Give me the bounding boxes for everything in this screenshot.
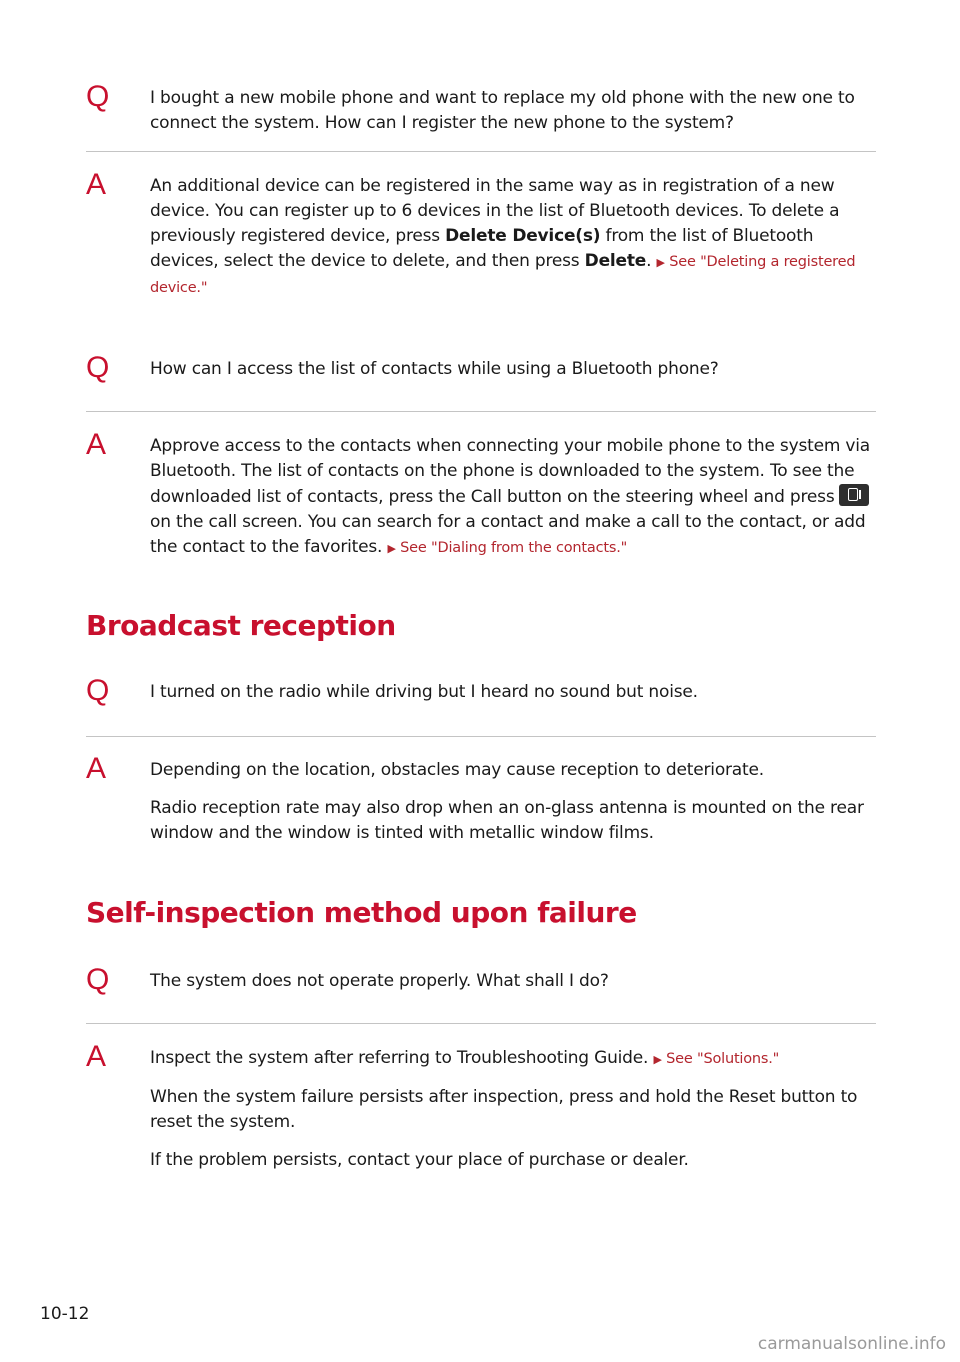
answer-text: When the system failure persists after inspection, press and hold the Reset button to reset the system.	[150, 1087, 858, 1132]
faq-answer-4	[86, 1040, 876, 1173]
answer-text: Approve access to the contacts when connecting your mobile phone to the system via Bluetooth. The list of contacts on the phone is downloaded to the system. To see the downloaded list of contacts, press the Call button on the steering wheel and press on the call screen. You can search for a contact and make a call to the contact, or add the contact to the favorites. ▶ See "Dialing from the contacts."	[150, 436, 870, 557]
cross-reference-link[interactable]: ▶ See "Dialing from the contacts."	[387, 540, 628, 556]
arrow-icon: ▶	[656, 256, 665, 269]
arrow-icon: ▶	[387, 542, 396, 555]
question-text: How can I access the list of contacts while using a Bluetooth phone?	[150, 359, 719, 379]
answer-marker: A	[86, 1040, 107, 1073]
answer-text: Depending on the location, obstacles may cause reception to deteriorate.	[150, 760, 764, 780]
answer-marker: A	[86, 752, 107, 785]
faq-question-3	[86, 674, 876, 707]
question-marker: Q	[86, 674, 110, 707]
answer-text: An additional device can be registered in the same way as in registration of a new device. You can register up to 6 devices in the list of Bluetooth devices. To delete a previously registered device, press Delete Device(s) from the list of Bluetooth devices, select the device to delete, and then press Delete. ▶ See "Deleting a registered device."	[150, 176, 856, 296]
page-number: 10-12	[40, 1304, 90, 1324]
faq-answer-2	[86, 428, 876, 561]
arrow-icon: ▶	[653, 1053, 662, 1066]
section-heading: Broadcast reception	[86, 609, 396, 642]
divider	[86, 736, 876, 737]
answer-text: If the problem persists, contact your place of purchase or dealer.	[150, 1150, 689, 1170]
faq-question-2	[86, 351, 876, 384]
question-marker: Q	[86, 351, 110, 384]
faq-answer-3	[86, 752, 876, 846]
answer-marker: A	[86, 428, 107, 461]
question-text: I bought a new mobile phone and want to replace my old phone with the new one to connect the system. How can I register the new phone to the system?	[150, 88, 855, 133]
answer-text: Inspect the system after referring to Troubleshooting Guide. ▶ See "Solutions."	[150, 1048, 780, 1068]
answer-marker: A	[86, 168, 107, 201]
question-marker: Q	[86, 963, 110, 996]
answer-text: Radio reception rate may also drop when an on-glass antenna is mounted on the rear window and the window is tinted with metallic window films.	[150, 798, 864, 843]
contacts-icon	[839, 484, 869, 506]
faq-question-4	[86, 963, 876, 996]
question-text: I turned on the radio while driving but I heard no sound but noise.	[150, 682, 698, 702]
watermark: carmanualsonline.info	[757, 1334, 946, 1354]
question-marker: Q	[86, 80, 110, 113]
cross-reference-link[interactable]: ▶ See "Deleting a registered device."	[150, 254, 856, 296]
faq-answer-1	[86, 168, 876, 301]
divider	[86, 1023, 876, 1024]
section-heading: Self-inspection method upon failure	[86, 896, 637, 929]
cross-reference-link[interactable]: ▶ See "Solutions."	[653, 1051, 780, 1067]
divider	[86, 411, 876, 412]
faq-question-1	[86, 80, 876, 136]
question-text: The system does not operate properly. What shall I do?	[150, 971, 609, 991]
divider	[86, 151, 876, 152]
